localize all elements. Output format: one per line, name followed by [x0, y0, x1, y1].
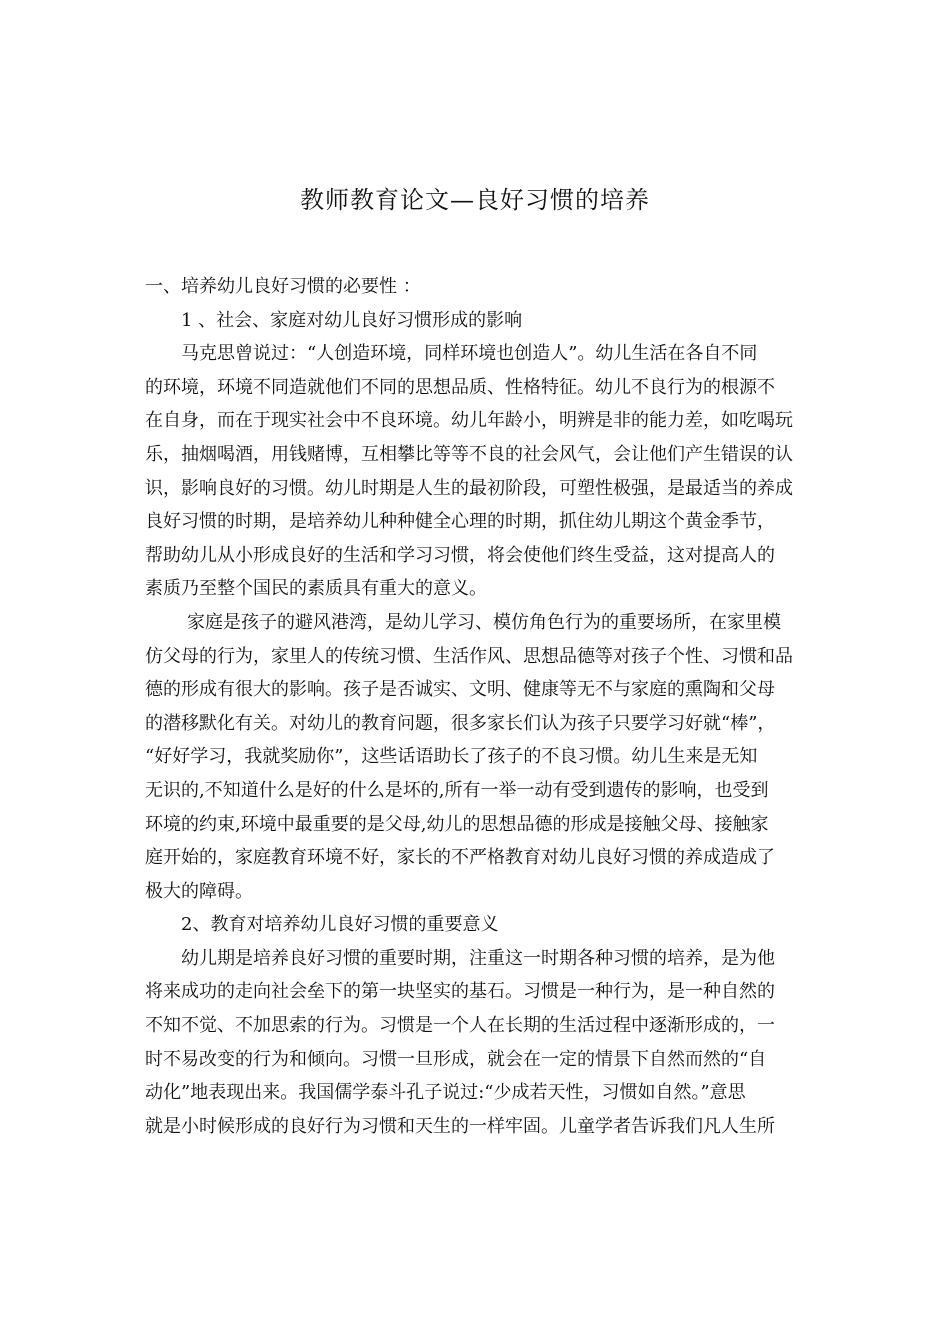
text-line: 仿父母的行为，家里人的传统习惯、生活作风、思想品德等对孩子个性、习惯和品: [145, 645, 793, 667]
text-line: 的潜移默化有关。对幼儿的教育问题，很多家长们认为孩子只要学习好就“棒”，: [145, 712, 776, 734]
document-title: 教师教育论文—良好习惯的培养: [300, 186, 650, 214]
section-heading: 一、培养幼儿良好习惯的必要性 ：: [145, 276, 421, 297]
text-line: 德的形成有很大的影响。孩子是否诚实、文明、健康等无不与家庭的熏陶和父母: [145, 679, 775, 701]
text-line: 在自身，而在于现实社会中不良环境。幼儿年龄小，明辨是非的能力差，如吃喝玩: [145, 410, 793, 432]
text-line: 幼儿期是培养良好习惯的重要时期，注重这一时期各种习惯的培养，是为他: [181, 947, 775, 969]
text-line: 识，影响良好的习惯。幼儿时期是人生的最初阶段，可塑性极强，是最适当的养成: [145, 477, 793, 499]
text-line: 就是小时候形成的良好行为习惯和天生的一样牢固。儿童学者告诉我们凡人生所: [145, 1115, 775, 1137]
section-heading: 2、教育对培养幼儿良好习惯的重要意义: [181, 914, 499, 936]
text-line: 极大的障碍。: [145, 880, 253, 902]
text-line: 的环境，环境不同造就他们不同的思想品质、性格特征。幼儿不良行为的根源不: [145, 376, 775, 398]
text-line: 动化”地表现出来。我国儒学泰斗孔子说过:“少成若天性，习惯如自然。”意思: [145, 1082, 746, 1104]
document-body: [145, 270, 810, 1143]
text-line: 帮助幼儿从小形成良好的生活和学习习惯，将会使他们终生受益，这对提高人的: [145, 544, 775, 566]
text-line: 无识的,不知道什么是好的什么是坏的,所有一举一动有受到遗传的影响，也受到: [145, 779, 769, 801]
text-line: 素质乃至整个国民的素质具有重大的意义。: [145, 578, 487, 600]
section-heading: 1 、社会、家庭对幼儿良好习惯形成的影响: [181, 309, 523, 331]
text-line: 环境的约束,环境中最重要的是父母,幼儿的思想品德的形成是接触父母、接触家: [145, 813, 769, 835]
text-line: “好好学习，我就奖励你”，这些话语助长了孩子的不良习惯。幼儿生来是无知: [145, 746, 758, 768]
text-line: 将来成功的走向社会垒下的第一块坚实的基石。习惯是一种行为，是一种自然的: [145, 981, 775, 1003]
text-line: 庭开始的，家庭教育环境不好，家长的不严格教育对幼儿良好习惯的养成造成了: [145, 847, 775, 869]
text-line: 马克思曾说过：“人创造环境，同样环境也创造人”。幼儿生活在各自不同: [181, 343, 758, 365]
text-line: 时不易改变的行为和倾向。习惯一旦形成，就会在一定的情景下自然而然的“自: [145, 1048, 767, 1070]
text-line: 不知不觉、不加思索的行为。习惯是一个人在长期的生活过程中逐渐形成的，一: [145, 1015, 775, 1037]
text-line: 乐，抽烟喝酒，用钱赌博，互相攀比等等不良的社会风气，会让他们产生错误的认: [145, 443, 793, 465]
text-line: 家庭是孩子的避风港湾，是幼儿学习、模仿角色行为的重要场所，在家里模: [187, 611, 781, 633]
text-line: 良好习惯的时期，是培养幼儿种种健全心理的时期，抓住幼儿期这个黄金季节，: [145, 511, 775, 533]
